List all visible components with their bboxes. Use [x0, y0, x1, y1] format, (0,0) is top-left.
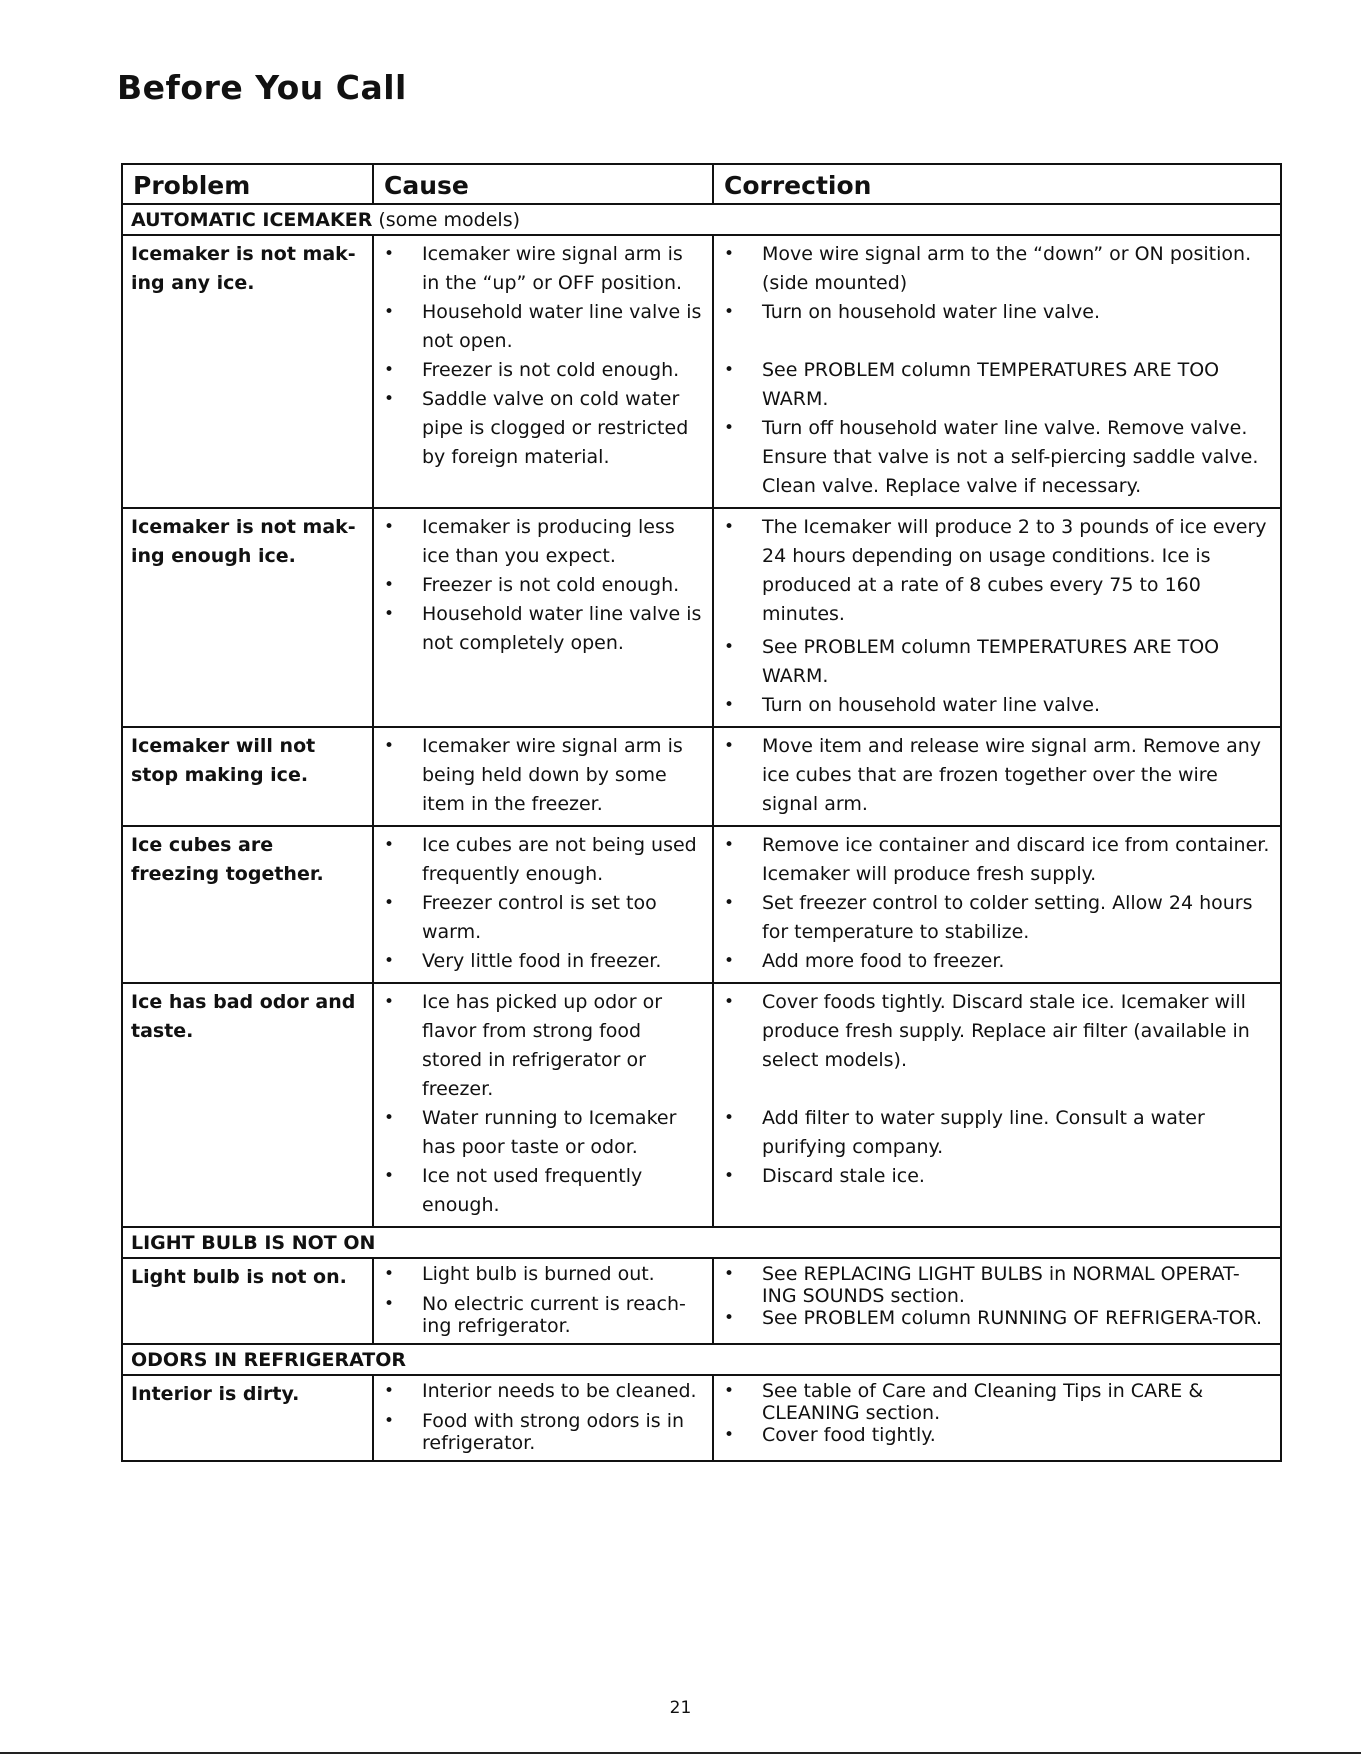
cause-item: • Icemaker wire signal arm is being held down by some item in the freezer.	[382, 732, 706, 819]
problem-cell: Icemaker is not mak-ing enough ice.	[122, 508, 373, 727]
header-correction: Correction	[713, 164, 1281, 204]
cause-list	[382, 831, 706, 976]
correction-item: • Add more food to freezer.	[722, 947, 1274, 976]
cause-item: • Water running to Icemaker has poor taste or odor.	[382, 1104, 706, 1162]
section-heading-icemaker	[122, 204, 1281, 235]
correction-item: • Add filter to water supply line. Consult a water purifying company.	[722, 1104, 1274, 1162]
section-row	[122, 204, 1281, 235]
correction-list	[722, 831, 1274, 976]
cause-item: • Very little food in freezer.	[382, 947, 706, 976]
cause-cell	[373, 1375, 713, 1461]
table-row	[122, 508, 1281, 727]
section-label: ODORS IN REFRIGERATOR	[131, 1349, 407, 1371]
correction-list	[722, 1380, 1274, 1446]
section-label: AUTOMATIC ICEMAKER	[131, 209, 373, 231]
correction-cell	[713, 826, 1281, 983]
table-row	[122, 235, 1281, 508]
cause-item: • Ice cubes are not being used frequently enough.	[382, 831, 706, 889]
correction-item: • See REPLACING LIGHT BULBS in NORMAL OPERAT-ING SOUNDS section.	[722, 1263, 1274, 1307]
correction-item: • See PROBLEM column TEMPERATURES ARE TOO WARM.	[722, 356, 1274, 414]
cause-item: • Light bulb is burned out.	[382, 1263, 706, 1285]
page-number: 21	[669, 1698, 692, 1718]
cause-cell	[373, 826, 713, 983]
problem-cell: Light bulb is not on.	[122, 1258, 373, 1344]
cause-item: • Interior needs to be cleaned.	[382, 1380, 706, 1402]
correction-item: • Remove ice container and discard ice from container. Icemaker will produce fresh supply.	[722, 831, 1274, 889]
correction-cell	[713, 727, 1281, 826]
cause-item: • Icemaker is producing less ice than you expect.	[382, 513, 706, 571]
section-heading-light-bulb	[122, 1227, 1281, 1258]
correction-item: • See PROBLEM column TEMPERATURES ARE TOO WARM.	[722, 633, 1274, 691]
section-label: LIGHT BULB IS NOT ON	[131, 1232, 376, 1254]
cause-cell	[373, 727, 713, 826]
cause-list	[382, 1380, 706, 1454]
cause-item: • Food with strong odors is in refrigerator.	[382, 1410, 706, 1454]
section-qualifier: (some models)	[372, 209, 521, 231]
correction-item: • See table of Care and Cleaning Tips in CARE & CLEANING section.	[722, 1380, 1274, 1424]
header-problem: Problem	[122, 164, 373, 204]
correction-item: • Cover foods tightly. Discard stale ice. Icemaker will produce fresh supply. Replace air filter (available in select models).	[722, 988, 1274, 1075]
correction-cell	[713, 1375, 1281, 1461]
cause-list	[382, 240, 706, 472]
cause-item: • Household water line valve is not open.	[382, 298, 706, 356]
cause-item: • Saddle valve on cold water pipe is clogged or restricted by foreign material.	[382, 385, 706, 472]
cause-cell	[373, 1258, 713, 1344]
cause-item: • Freezer is not cold enough.	[382, 571, 706, 600]
cause-item: • Ice not used frequently enough.	[382, 1162, 706, 1220]
correction-cell	[713, 1258, 1281, 1344]
correction-item: • The Icemaker will produce 2 to 3 pounds of ice every 24 hours depending on usage conditions. Ice is produced at a rate of 8 cubes every 75 to 160 minutes.	[722, 513, 1274, 629]
correction-item: • Move item and release wire signal arm. Remove any ice cubes that are frozen together over the wire signal arm.	[722, 732, 1274, 819]
correction-item: • Turn off household water line valve. Remove valve. Ensure that valve is not a self-piercing saddle valve. Clean valve. Replace valve if necessary.	[722, 414, 1274, 501]
correction-item: • Turn on household water line valve.	[722, 298, 1274, 327]
correction-item: • Turn on household water line valve.	[722, 691, 1274, 720]
table-row	[122, 826, 1281, 983]
correction-cell	[713, 235, 1281, 508]
cause-list	[382, 513, 706, 658]
cause-item: • Household water line valve is not completely open.	[382, 600, 706, 658]
cause-item: • No electric current is reach-ing refrigerator.	[382, 1293, 706, 1337]
correction-item: • Cover food tightly.	[722, 1424, 1274, 1446]
problem-cell: Ice has bad odor and taste.	[122, 983, 373, 1227]
bottom-rule	[0, 1752, 1361, 1754]
correction-cell	[713, 508, 1281, 727]
problem-cell: Interior is dirty.	[122, 1375, 373, 1461]
cause-item: • Freezer control is set too warm.	[382, 889, 706, 947]
correction-list	[722, 240, 1274, 501]
page-title: Before You Call	[117, 68, 407, 107]
section-row	[122, 1344, 1281, 1375]
correction-item: • Move wire signal arm to the “down” or ON position. (side mounted)	[722, 240, 1274, 298]
cause-list	[382, 988, 706, 1220]
section-heading-odors	[122, 1344, 1281, 1375]
cause-list	[382, 732, 706, 819]
correction-list	[722, 513, 1274, 720]
table-row	[122, 1375, 1281, 1461]
table-row	[122, 1258, 1281, 1344]
table-header-row	[122, 164, 1281, 204]
correction-list	[722, 732, 1274, 819]
cause-item: • Icemaker wire signal arm is in the “up” or OFF position.	[382, 240, 706, 298]
section-row	[122, 1227, 1281, 1258]
correction-item: • Discard stale ice.	[722, 1162, 1274, 1191]
cause-item: • Ice has picked up odor or flavor from strong food stored in refrigerator or freezer.	[382, 988, 706, 1104]
problem-cell: Ice cubes are freezing together.	[122, 826, 373, 983]
correction-list	[722, 1263, 1274, 1329]
cause-cell	[373, 508, 713, 727]
problem-cell: Icemaker will not stop making ice.	[122, 727, 373, 826]
cause-cell	[373, 235, 713, 508]
header-cause: Cause	[373, 164, 713, 204]
correction-item: • Set freezer control to colder setting. Allow 24 hours for temperature to stabilize.	[722, 889, 1274, 947]
cause-cell	[373, 983, 713, 1227]
table-row	[122, 727, 1281, 826]
troubleshooting-table	[121, 163, 1282, 1462]
correction-item: • See PROBLEM column RUNNING OF REFRIGERA-TOR.	[722, 1307, 1274, 1329]
problem-cell: Icemaker is not mak-ing any ice.	[122, 235, 373, 508]
correction-list	[722, 988, 1274, 1191]
cause-item: • Freezer is not cold enough.	[382, 356, 706, 385]
correction-cell	[713, 983, 1281, 1227]
cause-list	[382, 1263, 706, 1337]
table-row	[122, 983, 1281, 1227]
